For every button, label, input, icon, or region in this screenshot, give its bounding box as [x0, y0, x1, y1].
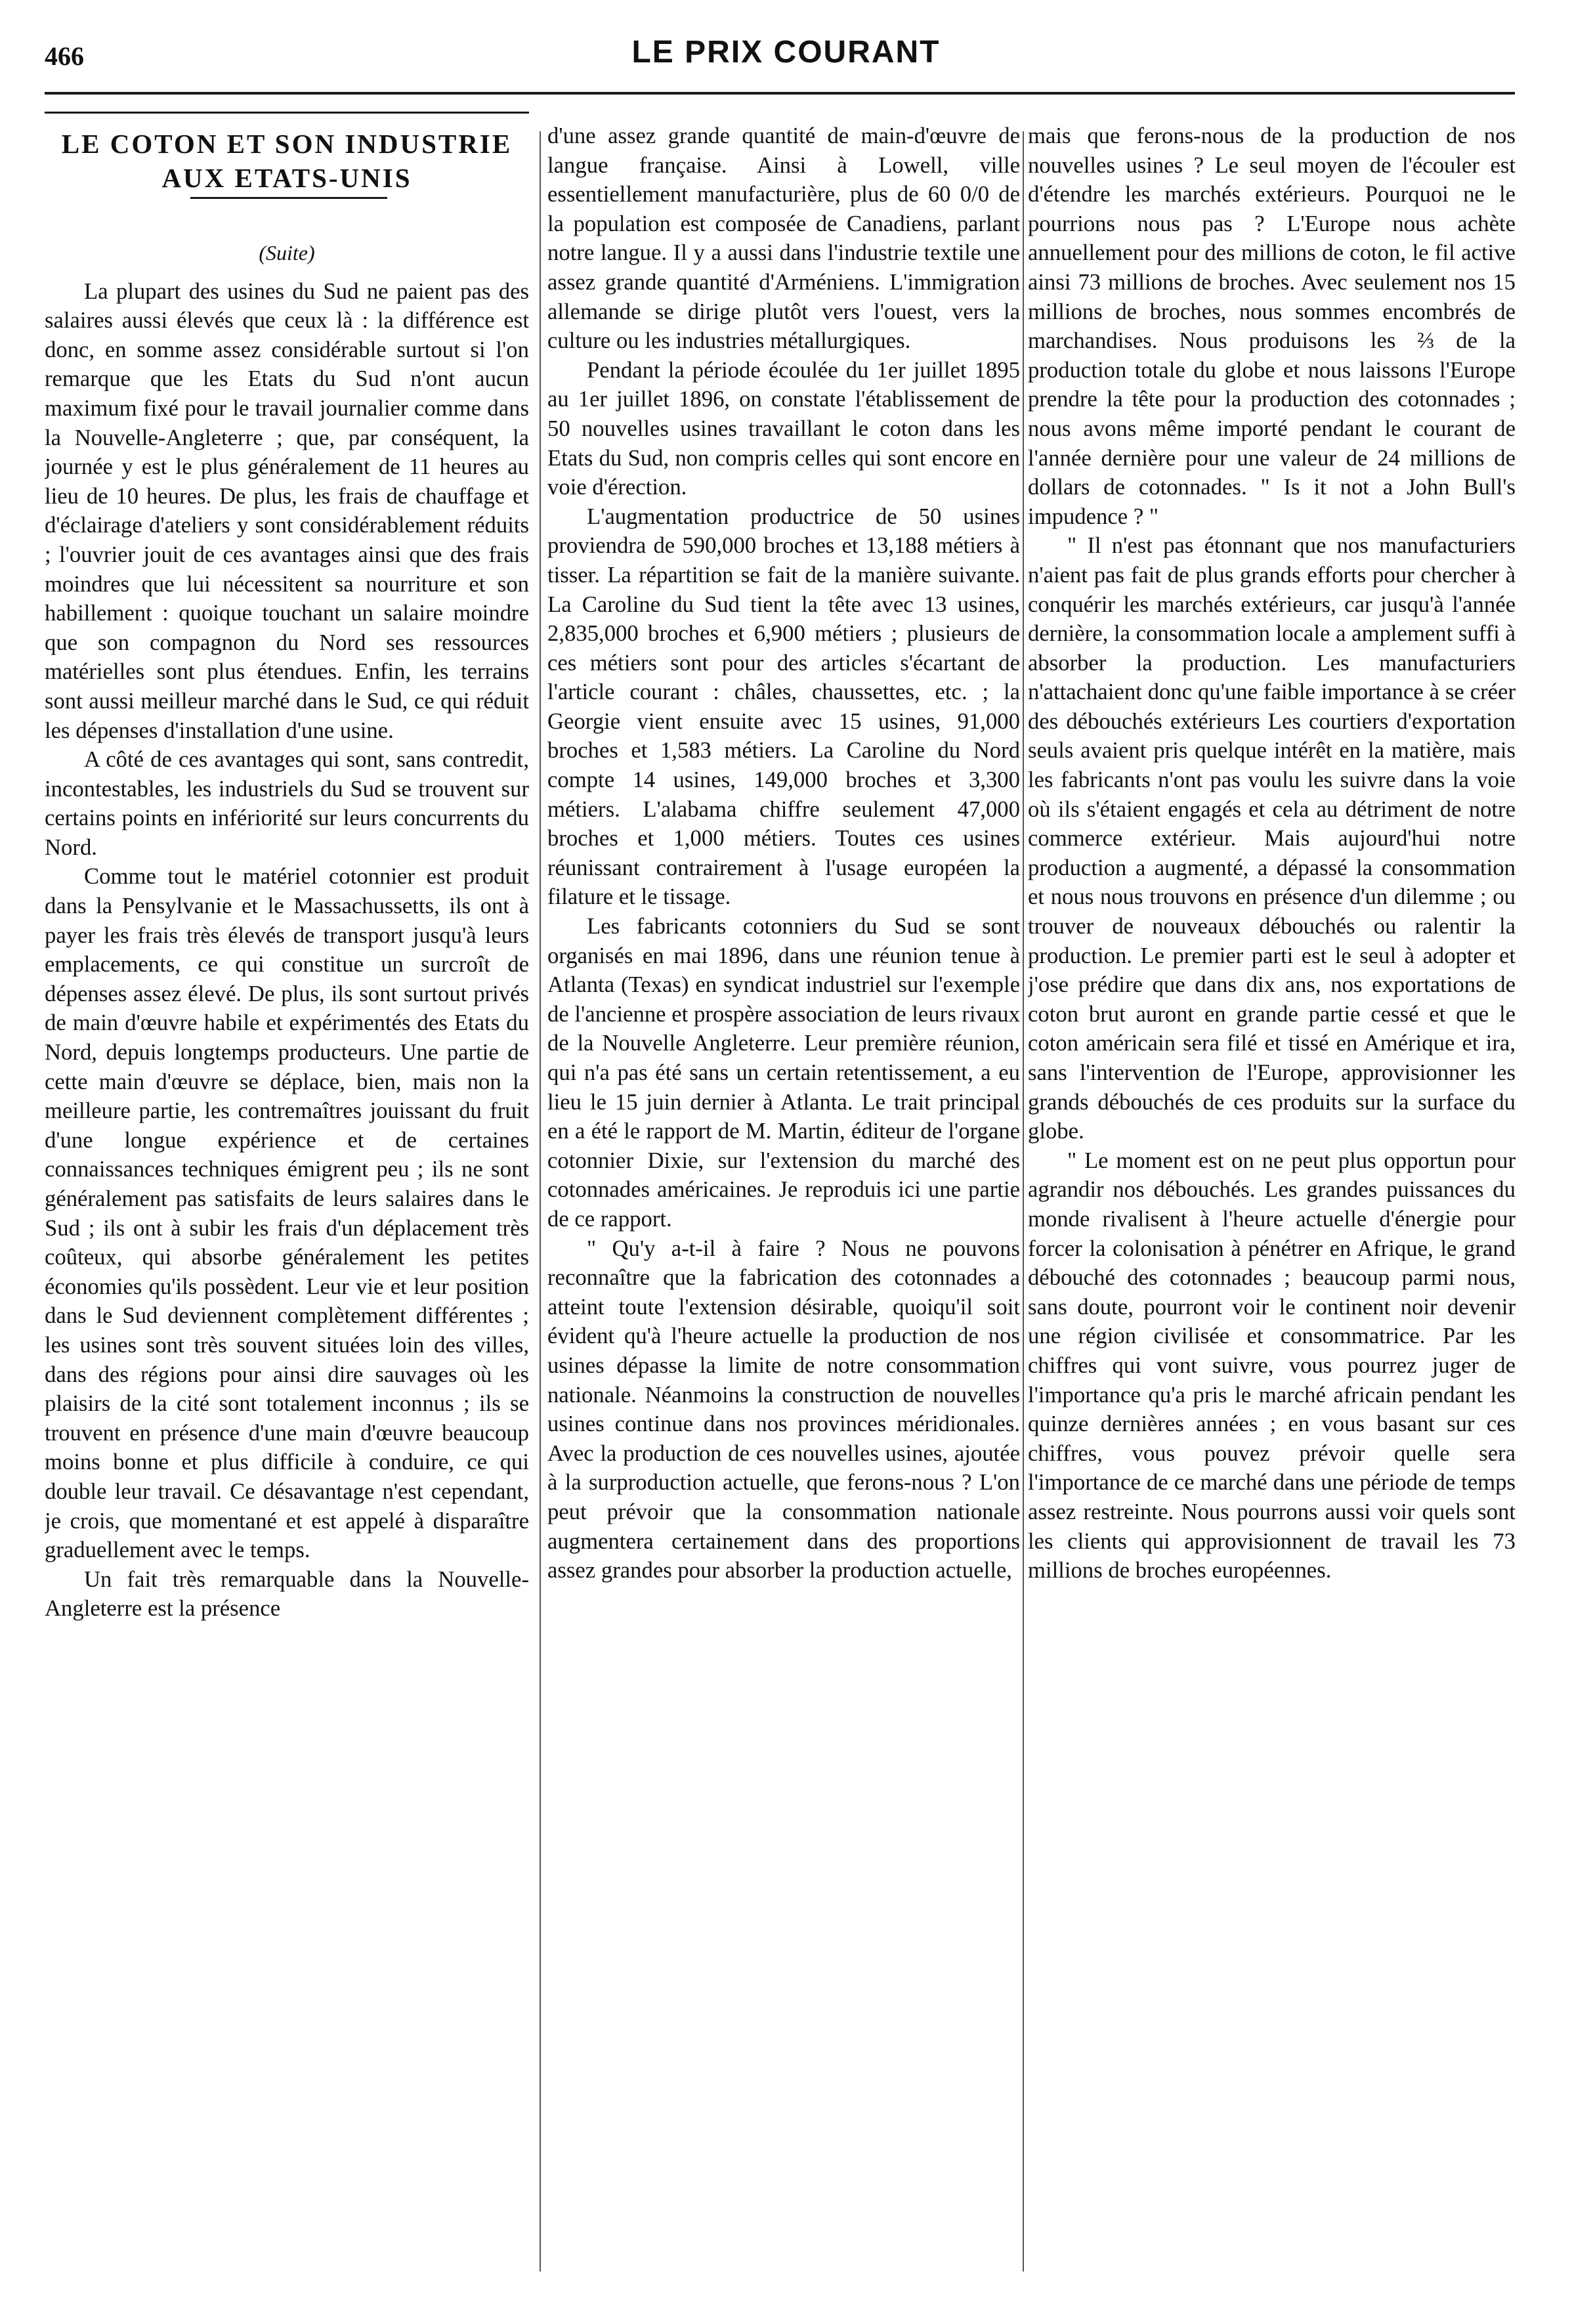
title-top-rule [45, 112, 529, 114]
paragraph: mais que ferons-nous de la production de nos nouvelles usines ? Le seul moyen de l'écouler est d'étendre les marchés extérieurs. Pourquoi ne le pourrions nous pas ? L'Europe nous achète annuellement pour des millions de coton, le fil active ainsi 73 millions de broches. Avec seulement nos 15 millions de broches, nous sommes encombrés de marchandises. Nous produisons les ⅔ de la production totale du globe et nous laissons l'Europe prendre la tête pour la production des cotonnades ; nous avons même importé pendant le courant de l'année dernière pour une valeur de 24 millions de dollars de cotonnades. " Is it not a John Bull's impudence ? " [1028, 123, 1516, 529]
paragraph: Comme tout le matériel cotonnier est produit dans la Pensylvanie et le Massachussetts, ils ont à payer les frais très élevés de transport jusqu'à leurs emplacements, ce qui constitue un surcroît de dépenses assez élevé. De plus, ils sont surtout privés de main d'œuvre habile et expérimentés des Etats du Nord, depuis longtemps producteurs. Une partie de cette main d'œuvre se déplace, bien, mais non la meilleure partie, les contremaîtres jouissant du fruit d'une longue expérience et de certaines connaissances techniques émigrent peu ; ils ne sont généralement pas satisfaits de leurs salaires dans le Sud ; ils ont à subir les frais d'un déplacement très coûteux, qui absorbe généralement les petites économies qu'ils possèdent. Leur vie et leur position dans le Sud deviennent complètement différentes ; les usines sont très souvent situées loin des villes, dans des régions pour ainsi dire sauvages où les plaisirs de la cité sont totalement inconnus ; ils se trouvent en présence d'une main d'œuvre beaucoup moins bonne et plus difficile à conduire, ce qui double leur travail. Ce désavantage n'est cependant, je crois, que momentané et est appelé à disparaître graduellement avec le temps. [45, 863, 529, 1563]
paragraph: " Le moment est on ne peut plus opportun pour agrandir nos débouchés. Les grandes puissances du monde rivalisent à l'heure actuelle d'énergie pour forcer la colonisation à pénétrer en Afrique, le grand débouché des cotonnades ; beaucoup parmi nous, sans doute, pourront voir le continent noir devenir une région civilisée et consommatrice. Par les chiffres qui vont suivre, vous pourrez juger de l'importance qu'a pris le marché africain pendant les quinze dernières années ; en vous basant sur ces chiffres, vous pouvez prévoir quelle sera l'importance de ce marché dans une période de temps assez restreinte. Nous pourrons aussi voir quels sont les clients qui approvisionnent de travail les 73 millions de broches européennes. [1028, 1147, 1516, 1583]
article-column-1 [45, 121, 529, 1624]
paragraph: A côté de ces avantages qui sont, sans contredit, incontestables, les industriels du Sud se trouvent sur certains points en infériorité sur leurs concurrents du Nord. [45, 746, 529, 860]
running-title: LE PRIX COURANT [631, 35, 941, 70]
article-column-2 [547, 121, 1020, 1585]
page-header [0, 0, 1572, 92]
header-rule [45, 92, 1515, 95]
paragraph: " Qu'y a-t-il à faire ? Nous ne pouvons reconnaître que la fabrication des cotonnades a atteint toute l'extension désirable, quoiqu'il soit évident qu'à l'heure actuelle la production de nos usines dépasse la limite de notre consommation nationale. Néanmoins la construction de nouvelles usines continue dans nos provinces méridionales. Avec la production de ces nouvelles usines, ajoutée à la surproduction actuelle, que ferons-nous ? L'on peut prévoir que la consommation nationale augmentera certainement dans des proportions assez grandes pour absorber la production actuelle, [547, 1235, 1020, 1583]
article-subtitle: (Suite) [259, 241, 315, 265]
paragraph: Un fait très remarquable dans la Nouvelle-Angleterre est la présence [45, 1566, 529, 1622]
paragraph: d'une assez grande quantité de main-d'œuvre de langue française. Ainsi à Lowell, ville essentiellement manufacturière, plus de 60 0/0 de la population est composée de Canadiens, parlant notre langue. Il y a aussi dans l'industrie textile une assez grande quantité d'Arméniens. L'immigration allemande se dirige plutôt vers l'ouest, vers la culture ou les industries métallurgiques. [547, 123, 1020, 354]
column-divider-2 [1023, 131, 1024, 2271]
paragraph: Les fabricants cotonniers du Sud se sont organisés en mai 1896, dans une réunion tenue à Atlanta (Texas) en syndicat industriel sur l'exemple de l'ancienne et prospère association de leurs rivaux de la Nouvelle Angleterre. Leur première réunion, qui n'a pas été sans un certain retentissement, a eu lieu le 15 juin dernier à Atlanta. Le trait principal en a été le rapport de M. Martin, éditeur de l'organe cotonnier Dixie, sur l'extension du marché des cotonnades américaines. Je reproduis ici une partie de ce rapport. [547, 913, 1020, 1232]
page-number: 466 [45, 41, 84, 71]
article-title-line-2: AUX ETATS-UNIS [161, 163, 412, 193]
paragraph: L'augmentation productrice de 50 usines proviendra de 590,000 broches et 13,188 métiers à tisser. La répartition se fait de la manière suivante. La Caroline du Sud tient la tête avec 13 usines, 2,835,000 broches et 6,900 métiers ; plusieurs de ces métiers sont pour des articles s'écartant de l'article courant : châles, chaussettes, etc. ; la Georgie vient ensuite avec 15 usines, 91,000 broches et 1,583 métiers. La Caroline du Nord compte 14 usines, 149,000 broches et 3,300 métiers. L'alabama chiffre seulement 47,000 broches et 1,000 métiers. Toutes ces usines réunissant contrairement à l'usage européen la filature et le tissage. [547, 503, 1020, 910]
article-title-line-1: LE COTON ET SON INDUSTRIE [61, 129, 513, 159]
article-title [45, 127, 529, 195]
paragraph: " Il n'est pas étonnant que nos manufacturiers n'aient pas fait de plus grands efforts pour chercher à conquérir les marchés extérieurs, car jusqu'à l'année dernière, la consommation locale a amplement suffi à absorber la production. Les manufacturiers n'attachaient donc qu'une faible importance à se créer des débouchés extérieurs Les courtiers d'exportation seuls avaient pris quelque intérêt en la matière, mais les fabricants n'ont pas voulu les suivre dans la voie où ils s'étaient engagés et cela au détriment de notre commerce extérieur. Mais aujourd'hui notre production a augmenté, a dépassé la consommation et nous nous trouvons en présence d'un dilemme ; ou trouver de nouveaux débouchés ou ralentir la production. Le premier parti est le seul à adopter et j'ose prédire que dans dix ans, nos exportations de coton brut auront en grande partie cessé et que le coton américain sera filé et tissé en Amérique et ira, sans l'intervention de l'Europe, approvisionner les grands débouchés de ces produits sur la surface du globe. [1028, 532, 1516, 1144]
article-column-3 [1028, 121, 1516, 1585]
paragraph: La plupart des usines du Sud ne paient pas des salaires aussi élevés que ceux là : la différence est donc, en somme assez considérable surtout si l'on remarque que les Etats du Sud n'ont aucun maximum fixé pour le travail journalier comme dans la Nouvelle-Angleterre ; que, par conséquent, la journée y est le plus généralement de 11 heures au lieu de 10 heures. De plus, les frais de chauffage et d'éclairage d'ateliers y sont considérablement réduits ; l'ouvrier jouit de ces avantages ainsi que des frais moindres que lui nécessitent sa nourriture et son habillement : quoique touchant un salaire moindre que son compagnon du Nord ses ressources matérielles sont plus étendues. Enfin, les terrains sont aussi meilleur marché dans le Sud, ce qui réduit les dépenses d'installation d'une usine. [45, 278, 529, 743]
column-divider-1 [540, 131, 541, 2271]
paragraph: Pendant la période écoulée du 1er juillet 1895 au 1er juillet 1896, on constate l'établissement de 50 nouvelles usines travaillant le coton dans les Etats du Sud, non compris celles qui sont encore en voie d'érection. [547, 356, 1020, 500]
